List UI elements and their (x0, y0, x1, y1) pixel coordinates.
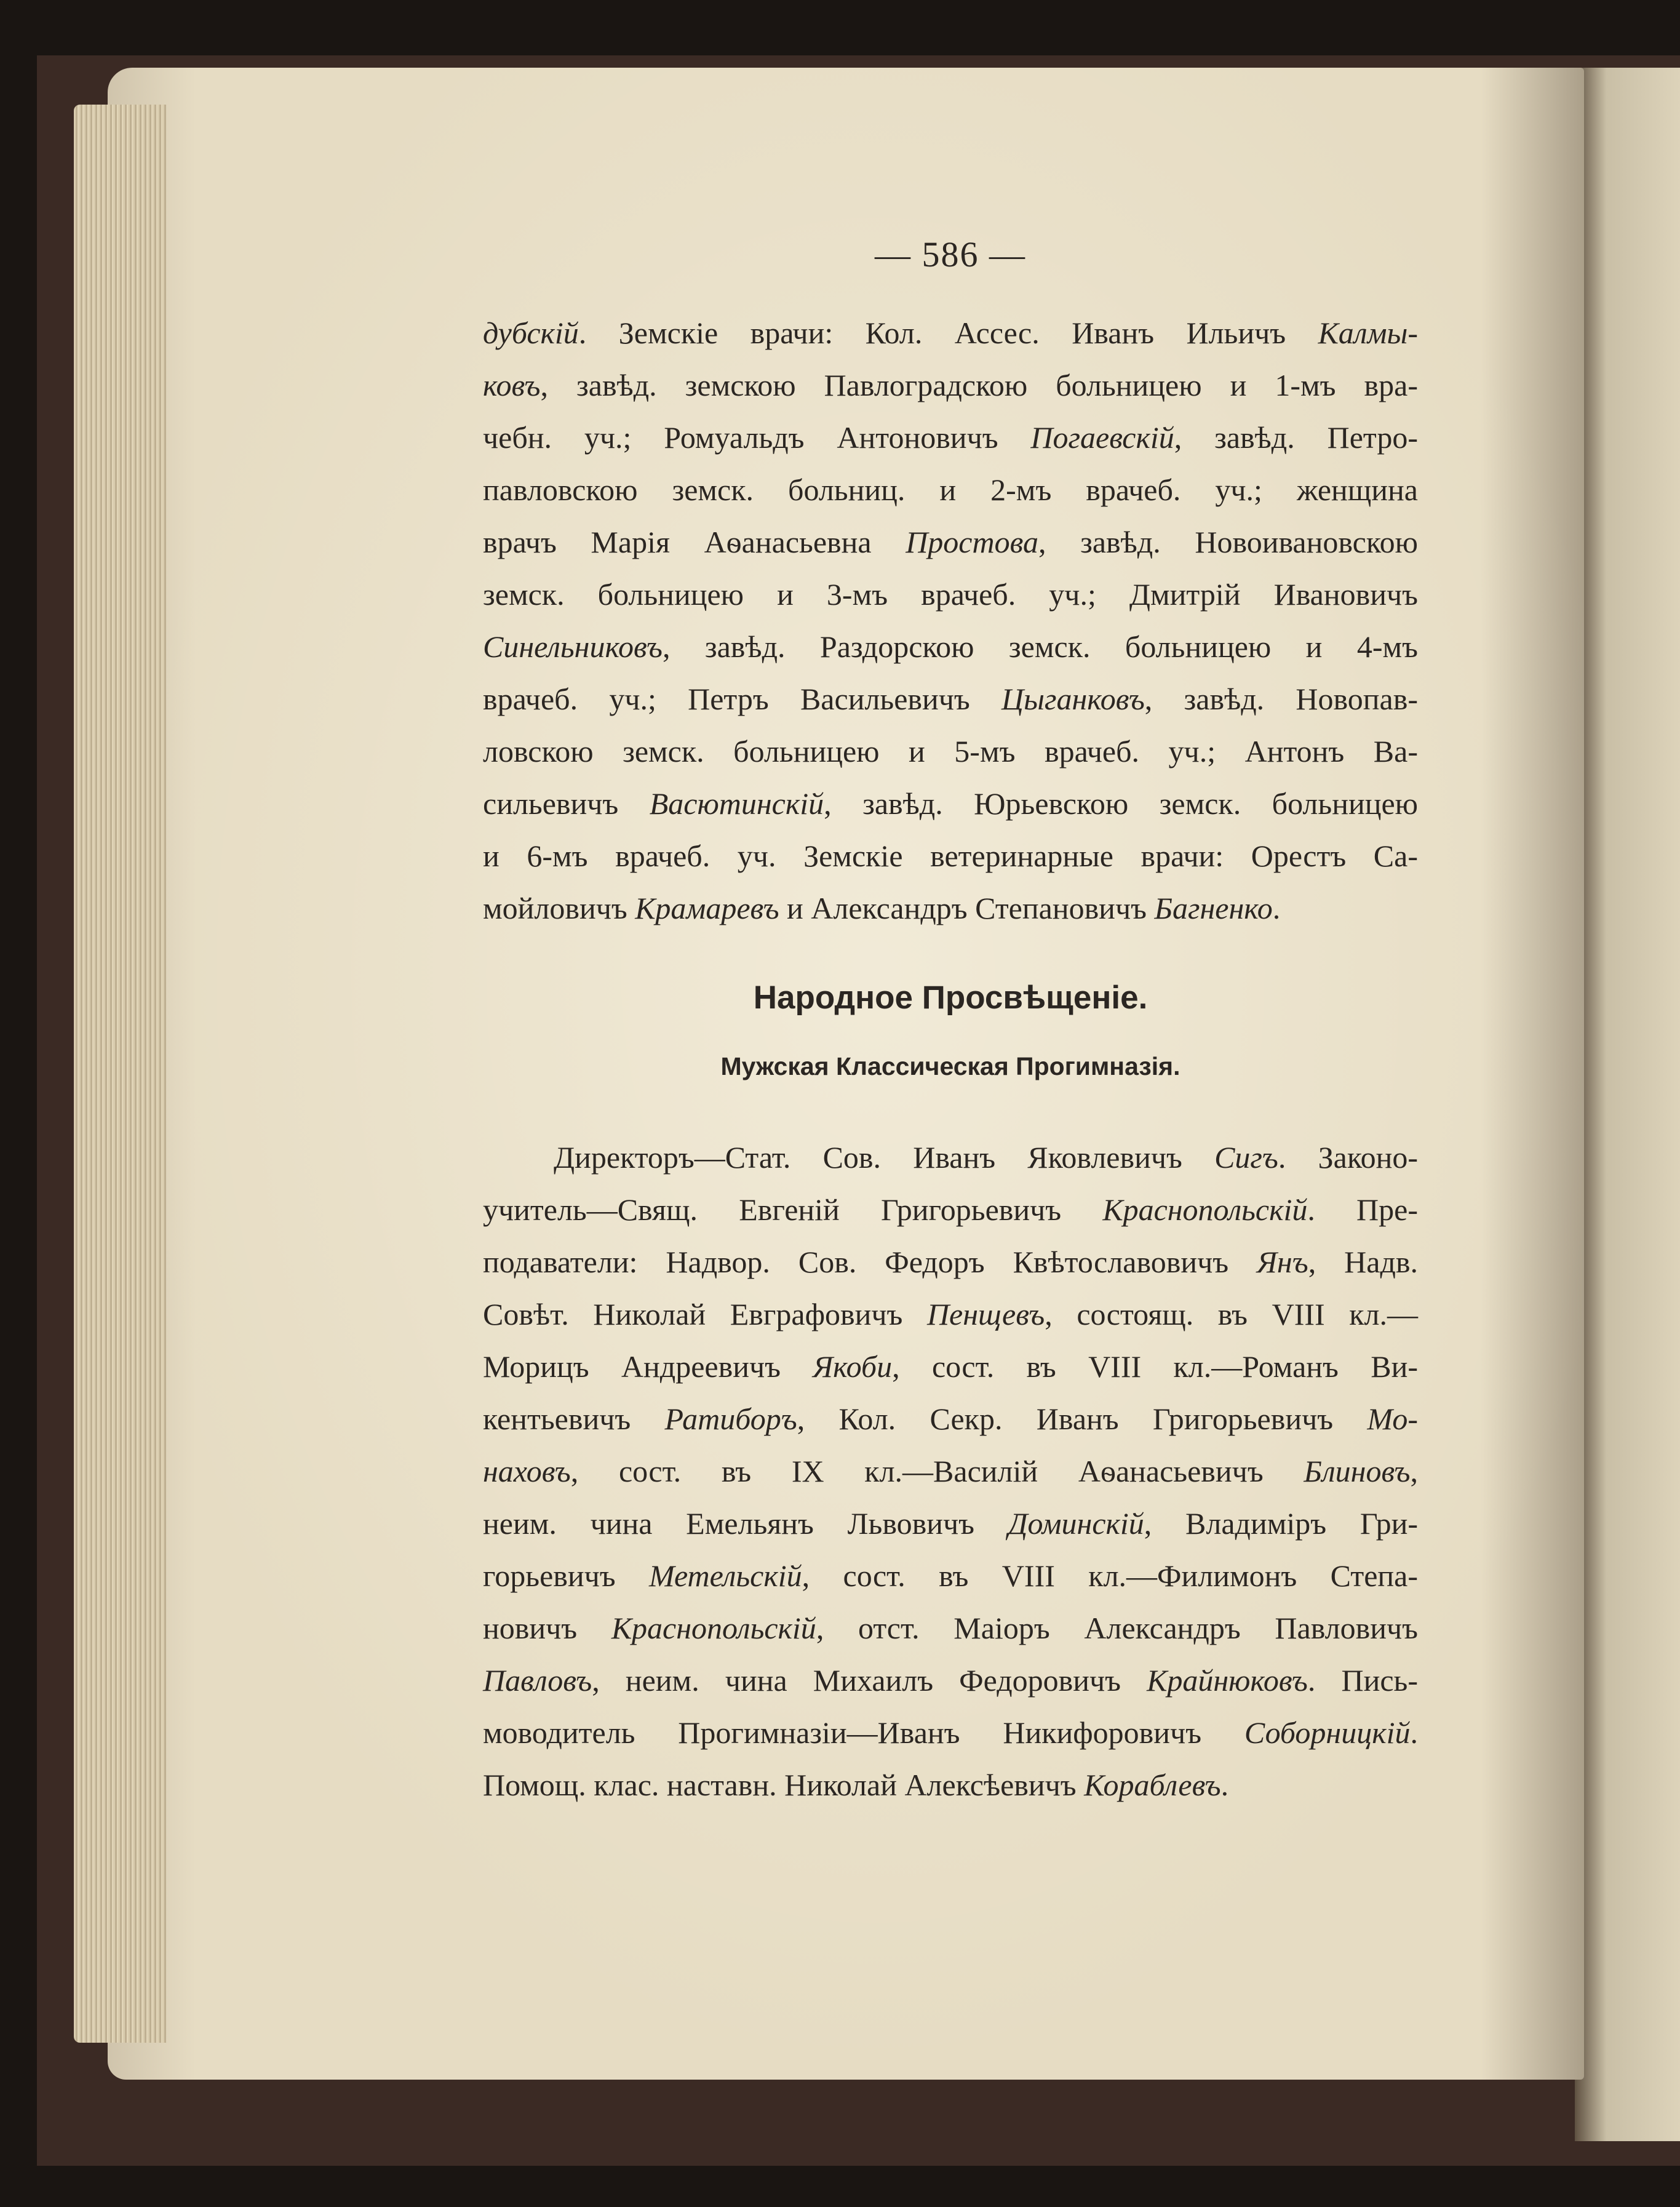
italic-name: Багненко (1154, 891, 1273, 925)
text-run: , завѣд. Петро- (1174, 420, 1418, 455)
text-line (483, 1288, 1418, 1341)
text-run: . (1220, 1768, 1229, 1802)
text-run: , завѣд. земскою Павлоградскою больницею и 1-мъ вра- (540, 368, 1418, 402)
text-line (483, 778, 1418, 830)
italic-name: дубскій (483, 316, 579, 350)
subsection-title: Мужская Классическая Прогимназія. (720, 1052, 1180, 1080)
facing-page-edge (1575, 68, 1680, 2141)
text-run: , завѣд. Новоивановскою (1038, 525, 1418, 559)
italic-name: Янъ (1257, 1245, 1308, 1279)
text-run: подаватели: Надвор. Сов. Федоръ Квѣтославовичъ (483, 1245, 1257, 1279)
text-run: ловскою земск. больницею и 5-мъ врачеб. уч.; Антонъ Ва- (483, 734, 1418, 768)
text-run: новичъ (483, 1611, 611, 1645)
text-run: Морицъ Андреевичъ (483, 1349, 813, 1384)
text-line (483, 1707, 1418, 1759)
text-run: . Пись- (1307, 1663, 1419, 1698)
text-run: мойловичъ (483, 891, 635, 925)
italic-name: Мо- (1367, 1402, 1418, 1436)
text-line (483, 307, 1418, 359)
text-line (483, 1341, 1418, 1393)
text-line (483, 1445, 1418, 1498)
text-run: неим. чина Емельянъ Львовичъ (483, 1506, 1008, 1541)
italic-name: Краснопольскій (611, 1611, 816, 1645)
italic-name: Соборницкій (1244, 1715, 1411, 1750)
text-line (483, 673, 1418, 725)
italic-name: Якоби (813, 1349, 893, 1384)
text-run: чебн. уч.; Ромуальдъ Антоновичъ (483, 420, 1031, 455)
text-line (483, 569, 1418, 621)
text-run: , отст. Маіоръ Александръ Павловичъ (816, 1611, 1418, 1645)
text-line (483, 464, 1418, 516)
text-line (483, 725, 1418, 778)
italic-name: Васютинскій (649, 786, 824, 821)
text-line (483, 621, 1418, 673)
italic-name: наховъ (483, 1454, 571, 1488)
text-run: горьевичъ (483, 1558, 650, 1593)
text-run: Совѣт. Николай Евграфовичъ (483, 1297, 927, 1331)
text-run: кентьевичъ (483, 1402, 665, 1436)
text-run: , состоящ. въ VIII кл.— (1045, 1297, 1418, 1331)
page-number: — 586 — (875, 234, 1026, 274)
text-run: . (1272, 891, 1281, 925)
text-line (483, 1759, 1418, 1811)
italic-name: Метельскій (649, 1558, 802, 1593)
paragraph-zemstvo-doctors (483, 307, 1418, 935)
italic-name: Павловъ (483, 1663, 592, 1698)
text-run: . Законо- (1278, 1140, 1418, 1175)
italic-name: Крамаревъ (635, 891, 779, 925)
italic-name: Блиновъ (1304, 1454, 1411, 1488)
text-run: земск. больницею и 3-мъ врачеб. уч.; Дмитрій Ивановичъ (483, 577, 1418, 612)
text-line (483, 1550, 1418, 1602)
text-run: , завѣд. Новопав- (1144, 682, 1418, 716)
text-run: и Александръ Степановичъ (779, 891, 1155, 925)
italic-name: Простова (906, 525, 1038, 559)
text-run: врачъ Марія Аѳанасьевна (483, 525, 906, 559)
text-run: . Пре- (1307, 1192, 1418, 1227)
italic-name: Пенщевъ (926, 1297, 1045, 1331)
italic-name: Погаевскій (1030, 420, 1174, 455)
italic-name: Цыганковъ (1001, 682, 1145, 716)
text-run: Помощ. клас. наставн. Николай Алексѣевичъ (483, 1768, 1085, 1802)
text-line (483, 1654, 1418, 1707)
text-run: моводитель Прогимназіи—Иванъ Никифоровичъ (483, 1715, 1244, 1750)
italic-name: Синельниковъ (483, 629, 663, 664)
text-run: . Земскіе врачи: Кол. Ассес. Иванъ Ильичъ (578, 316, 1318, 350)
text-line (483, 359, 1418, 412)
text-run: , завѣд. Раздорскою земск. больницею и 4-мъ (662, 629, 1418, 664)
italic-name: Ратиборъ (664, 1402, 797, 1436)
text-run: , Владиміръ Гри- (1144, 1506, 1418, 1541)
italic-name: Сигъ (1214, 1140, 1278, 1175)
text-run: , Кол. Секр. Иванъ Григорьевичъ (797, 1402, 1367, 1436)
text-run: . (1410, 1715, 1418, 1750)
text-run: врачеб. уч.; Петръ Васильевичъ (483, 682, 1002, 716)
text-line (483, 1498, 1418, 1550)
text-line (483, 1602, 1418, 1654)
text-run: , сост. въ VIII кл.—Филимонъ Степа- (802, 1558, 1419, 1593)
italic-name: Краснопольскій (1102, 1192, 1308, 1227)
text-run: и 6-мъ врачеб. уч. Земскіе ветеринарные врачи: Орестъ Са- (483, 839, 1418, 873)
text-run: , неим. чина Михаилъ Федоровичъ (592, 1663, 1147, 1698)
italic-name: Кораблевъ (1084, 1768, 1221, 1802)
text-line (483, 1131, 1418, 1184)
text-line (483, 1184, 1418, 1236)
text-run: , Надв. (1308, 1245, 1418, 1279)
italic-name: Доминскій (1008, 1506, 1144, 1541)
text-run: , сост. въ IX кл.—Василій Аѳанасьевичъ (570, 1454, 1304, 1488)
section-title: Народное Просвѣщеніе. (753, 980, 1148, 1016)
italic-name: ковъ (483, 368, 541, 402)
text-line (483, 1393, 1418, 1445)
text-line (483, 516, 1418, 569)
text-line (483, 1236, 1418, 1288)
italic-name: Крайнюковъ (1147, 1663, 1308, 1698)
text-run: , завѣд. Юрьевскою земск. больницею (824, 786, 1419, 821)
text-line (483, 830, 1418, 882)
text-run: учитель—Свящ. Евгеній Григорьевичъ (483, 1192, 1103, 1227)
paragraph-progymnasium-staff (483, 1131, 1418, 1811)
text-line (483, 882, 1418, 935)
text-run: , (1410, 1454, 1418, 1488)
text-run: Директоръ—Стат. Сов. Иванъ Яковлевичъ (554, 1140, 1215, 1175)
page-content (483, 234, 1418, 1811)
italic-name: Калмы- (1318, 316, 1418, 350)
text-run: сильевичъ (483, 786, 650, 821)
text-run: павловскою земск. больниц. и 2-мъ врачеб. уч.; женщина (483, 473, 1418, 507)
page-stack-edge (74, 105, 166, 2043)
text-run: , сост. въ VIII кл.—Романъ Ви- (892, 1349, 1418, 1384)
text-line (483, 412, 1418, 464)
